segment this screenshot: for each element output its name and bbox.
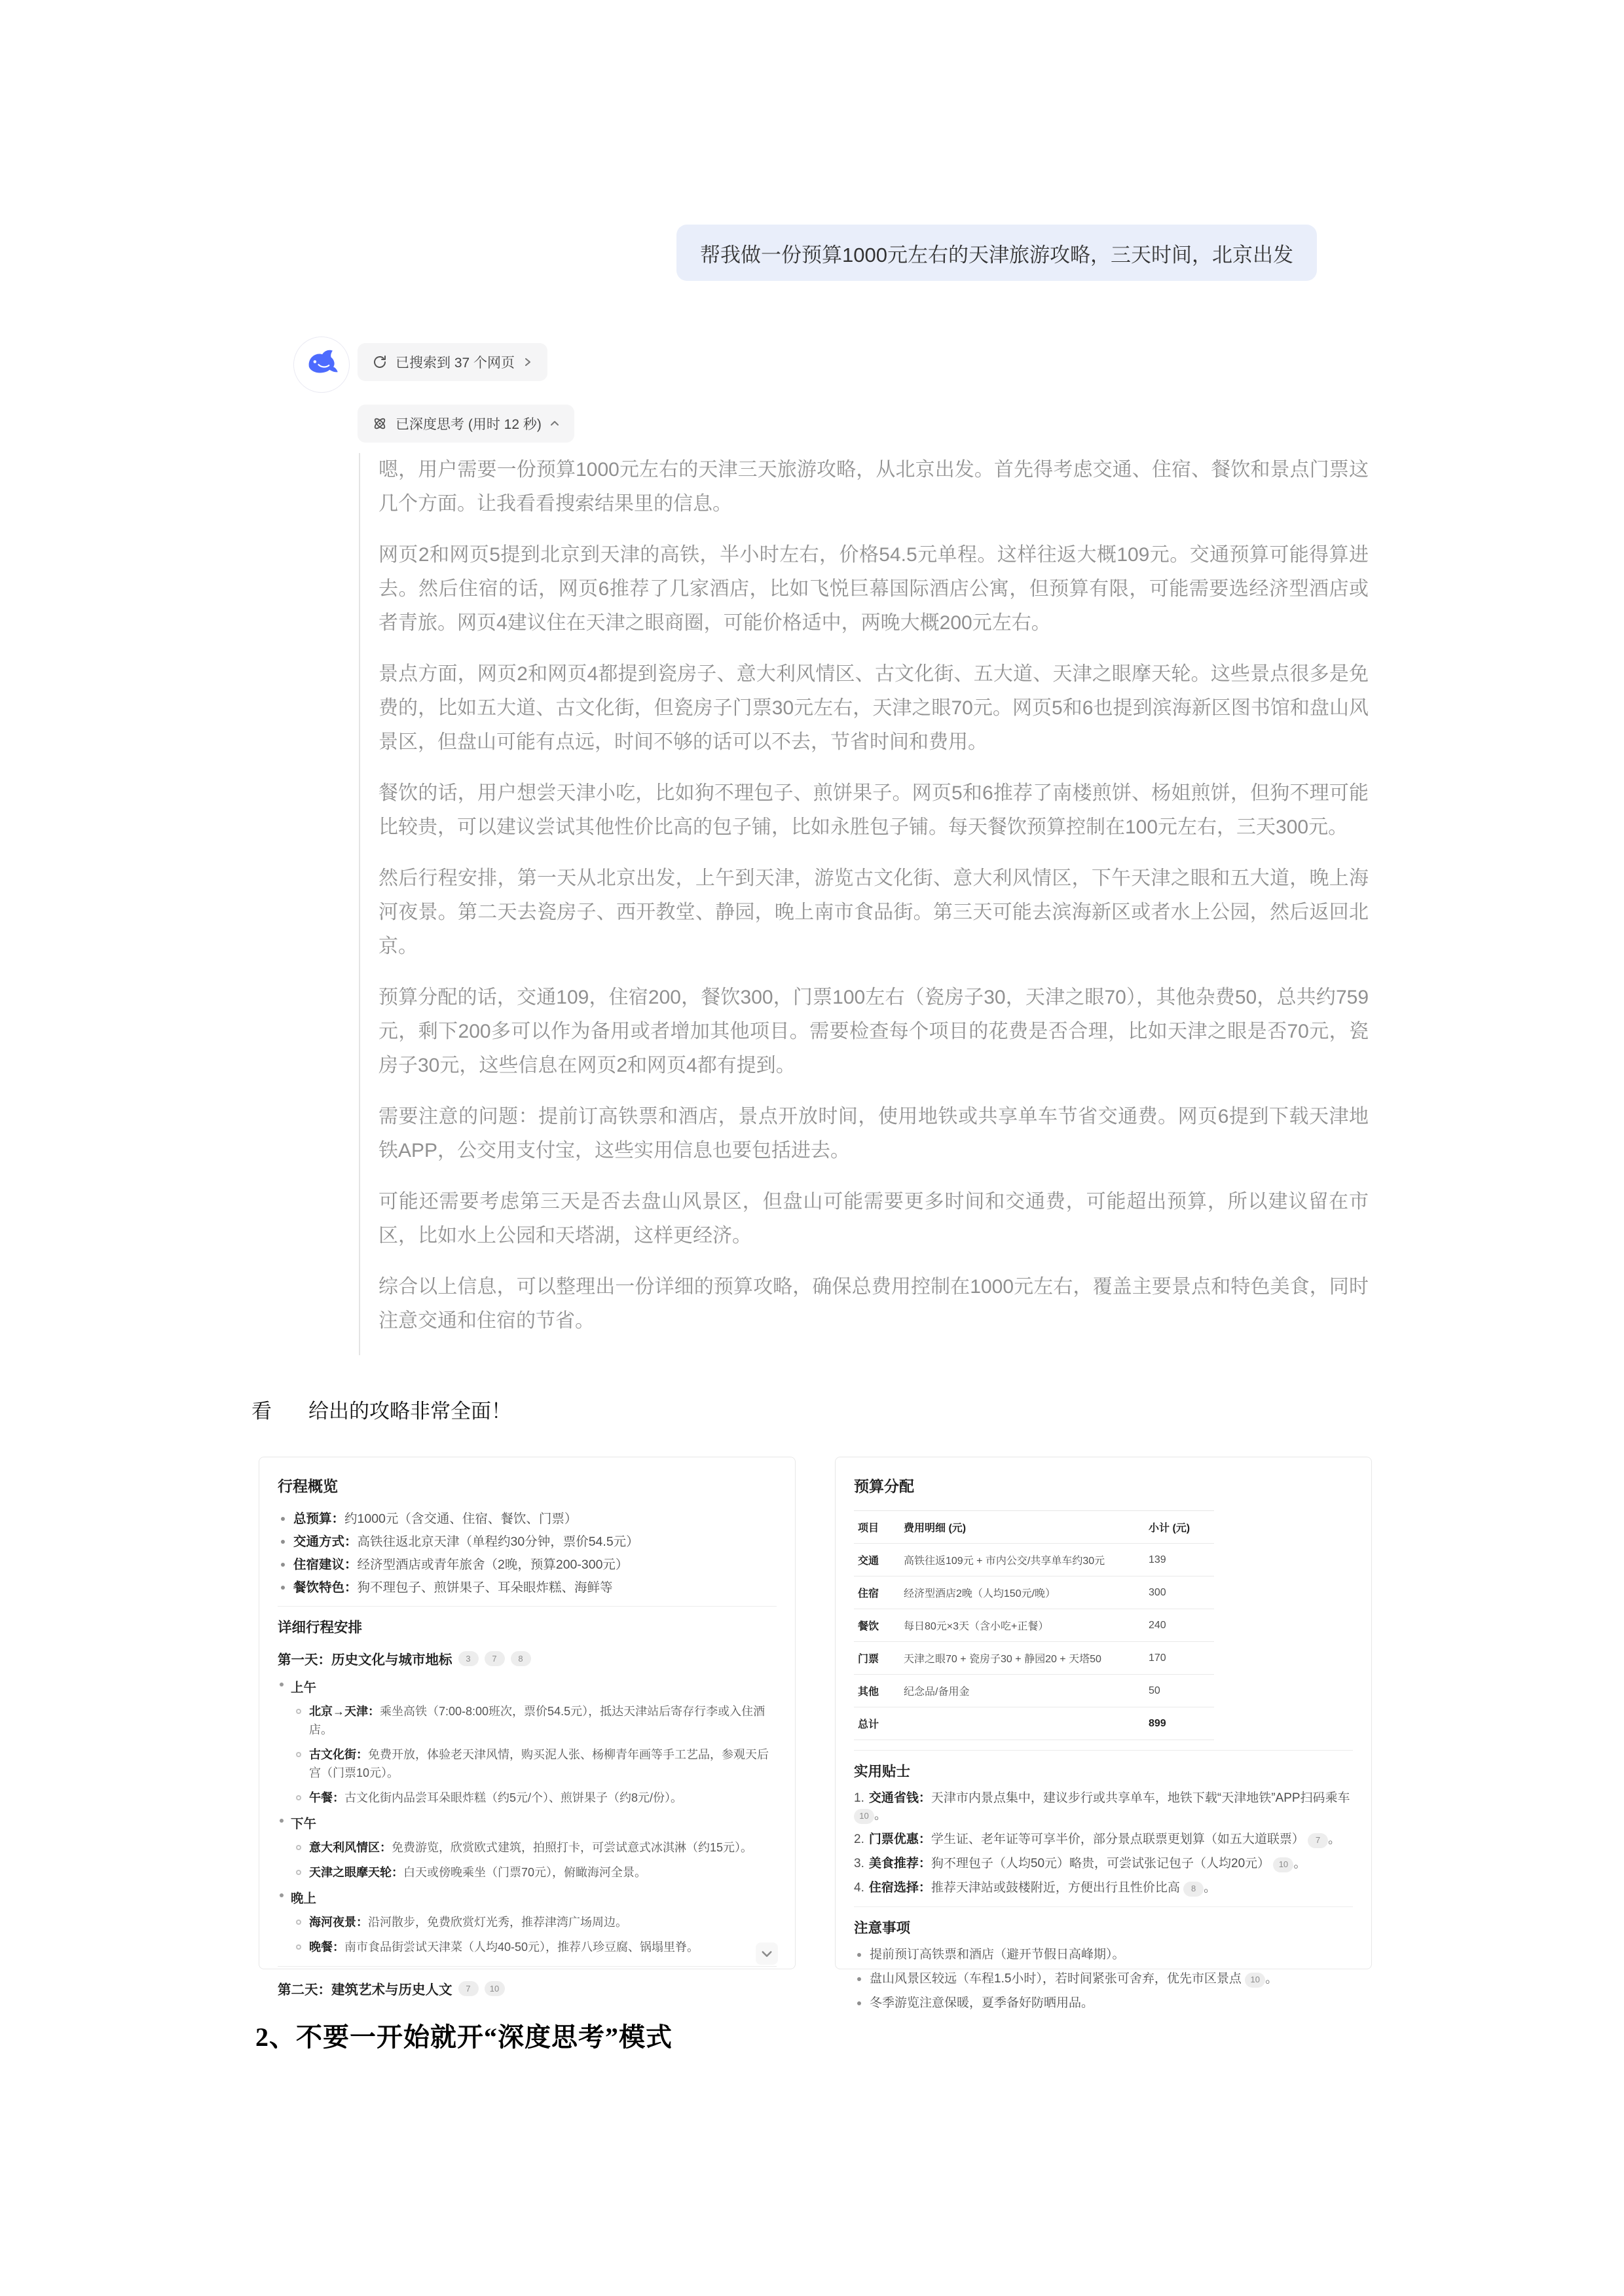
commentary-line [251, 1394, 511, 1424]
thinking-paragraph: 网页2和网页5提到北京到天津的高铁，半小时左右，价格54.5元单程。这样往返大概109元。交通预算可能得算进去。然后住宿的话，网页6推荐了几家酒店，比如飞悦巨幕国际酒店公寓，但预算有限，可能需要选经济型酒店或者青旅。网页4建议住在天津之眼商圈，可能价格适中，两晚大概200元左右。 [378, 544, 1369, 634]
divider [854, 1750, 1353, 1751]
morning-items [278, 1702, 777, 1807]
thinking-paragraph: 综合以上信息，可以整理出一份详细的预算攻略，确保总费用控制在1000元左右，覆盖主要景点和特色美食，同时注意交通和住宿的节省。 [378, 1276, 1369, 1332]
thinking-paragraph: 餐饮的话，用户想尝天津小吃，比如狗不理包子、煎饼果子。网页5和6推荐了南楼煎饼、杨姐煎饼，但狗不理可能比较贵，可以建议尝试其他性价比高的包子铺，比如永胜包子铺。每天餐饮预算控制在100元左右，三天300元。 [378, 782, 1369, 838]
list-item: 意大利风情区：免费游览，欣赏欧式建筑，拍照打卡，可尝试意式冰淇淋（约15元）。 [295, 1838, 777, 1857]
budget-table [854, 1510, 1214, 1740]
commentary-text: 给出的攻略非常全面！ [308, 1400, 511, 1423]
citation-badge[interactable]: 8 [511, 1651, 531, 1666]
citation-badge[interactable]: 7 [1308, 1833, 1328, 1848]
citation-badge[interactable]: 8 [1183, 1882, 1204, 1897]
divider [854, 1906, 1353, 1907]
assistant-avatar [293, 337, 350, 393]
itinerary-overview-list [278, 1510, 777, 1596]
budget-panel [835, 1457, 1372, 2010]
itinerary-panel-title: 行程概览 [278, 1478, 338, 1495]
day1-title: 第一天：历史文化与城市地标 3 7 8 [278, 1649, 777, 1668]
note-item: 提前预订高铁票和酒店（避开节假日高峰期）。 [854, 1946, 1353, 1963]
note-item: 冬季游览注意保暖，夏季备好防晒用品。 [854, 1995, 1353, 2012]
note-item: 盘山风景区较远（车程1.5小时），若时间紧张可舍弃，优先市区景点 10 。 [854, 1971, 1353, 1988]
deepseek-whale-icon [304, 347, 339, 382]
list-item: 古文化街：免费开放，体验老天津风情，购买泥人张、杨柳青年画等手工艺品，参观天后宫（门票10元）。 [295, 1745, 777, 1782]
time-of-day-afternoon: 下午 [278, 1813, 777, 1832]
tip-item: 3. 美食推荐：狗不理包子（人均50元）略贵，可尝试张记包子（人均20元） 10 。 [854, 1855, 1353, 1872]
table-row: 门票 天津之眼70 + 瓷房子30 + 静园20 + 天塔50 170 [854, 1642, 1214, 1675]
thinking-paragraph: 然后行程安排，第一天从北京出发，上午到天津，游览古文化街、意大利风情区，下午天津之眼和五大道，晚上海河夜景。第二天去瓷房子、西开教堂、静园，晚上南市食品街。第三天可能去滨海新区或者水上公园，然后返回北京。 [378, 867, 1369, 957]
thinking-paragraph: 景点方面，网页2和网页4都提到瓷房子、意大利风情区、古文化街、五大道、天津之眼摩天轮。这些景点很多是免费的，比如五大道、古文化街，但瓷房子门票30元左右，天津之眼70元。网页5和6也提到滨海新区图书馆和盘山风景区，但盘山可能有点远，时间不够的话可以不去，节省时间和费用。 [378, 663, 1369, 753]
time-of-day-morning: 上午 [278, 1677, 777, 1696]
expand-more-button[interactable] [756, 1942, 778, 1965]
table-row: 住宿 经济型酒店2晚（人均150元/晚） 300 [854, 1576, 1214, 1609]
section-heading-2: 2、不要一开始就开“深度思考”模式 [255, 2022, 673, 2052]
list-item: 海河夜景：沿河散步，免费欣赏灯光秀，推荐津湾广场周边。 [295, 1913, 777, 1931]
thinking-content [359, 453, 1369, 1355]
notes-list [854, 1946, 1353, 2012]
chevron-right-icon [523, 357, 533, 367]
list-item: 交通方式：高铁往返北京天津（单程约30分钟，票价54.5元） [278, 1533, 777, 1550]
divider [278, 1606, 777, 1607]
table-row: 交通 高铁往返109元 + 市内公交/共享单车约30元 139 [854, 1544, 1214, 1576]
budget-panel-title: 预算分配 [854, 1478, 914, 1495]
deep-think-button[interactable] [358, 405, 574, 443]
citation-badge[interactable]: 7 [458, 1981, 479, 1996]
list-item: 住宿建议：经济型酒店或青年旅舍（2晚，预算200-300元） [278, 1556, 777, 1573]
citation-badge[interactable]: 10 [1245, 1973, 1265, 1988]
list-item: 天津之眼摩天轮：白天或傍晚乘坐（门票70元），俯瞰海河全景。 [295, 1863, 777, 1882]
table-total-row: 总计 899 [854, 1707, 1214, 1740]
table-row: 其他 纪念品/备用金 50 [854, 1675, 1214, 1707]
citation-badge[interactable]: 10 [1273, 1857, 1293, 1872]
tip-item: 1. 交通省钱：天津市内景点集中，建议步行或共享单车，地铁下载“天津地铁”APP扫码乘车 10 。 [854, 1790, 1353, 1824]
user-message-text: 帮我做一份预算1000元左右的天津旅游攻略，三天时间，北京出发 [700, 243, 1293, 266]
evening-items [278, 1913, 777, 1956]
list-item: 晚餐：南市食品街尝试天津菜（人均40-50元），推荐八珍豆腐、锅塌里脊。 [295, 1938, 777, 1956]
thinking-paragraph: 可能还需要考虑第三天是否去盘山风景区，但盘山可能需要更多时间和交通费，可能超出预算，所以建议留在市区，比如水上公园和天塔湖，这样更经济。 [378, 1191, 1369, 1247]
itinerary-panel [259, 1457, 796, 1997]
list-item: 北京→天津：乘坐高铁（7:00-8:00班次，票价54.5元），抵达天津站后寄存行李或入住酒店。 [295, 1702, 777, 1739]
thinking-paragraph: 预算分配的话，交通109，住宿200，餐饮300，门票100左右（瓷房子30，天津之眼70），其他杂费50，总共约759元，剩下200多可以作为备用或者增加其他项目。需要检查每个项目的花费是否合理，比如天津之眼是否70元，瓷房子30元，这些信息在网页2和网页4都有提到。 [378, 987, 1369, 1076]
tips-list [854, 1790, 1353, 1897]
chevron-down-icon [760, 1947, 773, 1960]
list-item: 总预算：约1000元（含交通、住宿、餐饮、门票） [278, 1510, 777, 1527]
thinking-paragraph: 需要注意的问题：提前订高铁票和酒店，景点开放时间，使用地铁或共享单车节省交通费。网页6提到下载天津地铁APP，公交用支付宝，这些实用信息也要包括进去。 [378, 1106, 1369, 1161]
thinking-paragraph: 嗯，用户需要一份预算1000元左右的天津三天旅游攻略，从北京出发。首先得考虑交通、住宿、餐饮和景点门票这几个方面。让我看看搜索结果里的信息。 [378, 459, 1369, 515]
deep-think-label: 已深度思考 (用时 12 秒) [396, 417, 542, 432]
citation-badge[interactable]: 10 [485, 1981, 505, 1996]
tip-item: 2. 门票优惠：学生证、老年证等可享半价，部分景点联票更划算（如五大道联票） 7 。 [854, 1831, 1353, 1848]
tips-heading: 实用贴士 [854, 1764, 911, 1779]
divider [278, 1966, 777, 1967]
detail-heading: 详细行程安排 [278, 1620, 363, 1635]
commentary-prefix: 看 [251, 1400, 272, 1423]
atom-think-icon [372, 416, 388, 431]
searched-pages-button[interactable] [358, 343, 547, 381]
time-of-day-evening: 晚上 [278, 1888, 777, 1906]
afternoon-items [278, 1838, 777, 1882]
tip-item: 4. 住宿选择：推荐天津站或鼓楼附近，方便出行且性价比高 8 。 [854, 1880, 1353, 1897]
web-search-refresh-icon [372, 354, 388, 370]
notes-heading: 注意事项 [854, 1920, 911, 1936]
day2-title: 第二天：建筑艺术与历史人文 7 10 [278, 1978, 777, 1998]
user-message-bubble [676, 225, 1317, 281]
citation-badge[interactable]: 7 [485, 1651, 505, 1666]
table-row: 餐饮 每日80元×3天（含小吃+正餐） 240 [854, 1609, 1214, 1642]
searched-pages-label: 已搜索到 37 个网页 [396, 355, 515, 371]
list-item: 午餐：古文化街内品尝耳朵眼炸糕（约5元/个）、煎饼果子（约8元/份）。 [295, 1789, 777, 1807]
list-item: 餐饮特色：狗不理包子、煎饼果子、耳朵眼炸糕、海鲜等 [278, 1579, 777, 1596]
chevron-up-icon [549, 418, 560, 429]
citation-badge[interactable]: 10 [854, 1809, 874, 1824]
table-header-row: 项目 费用明细 (元) 小计 (元) [854, 1511, 1214, 1544]
citation-badge[interactable]: 3 [458, 1651, 479, 1666]
